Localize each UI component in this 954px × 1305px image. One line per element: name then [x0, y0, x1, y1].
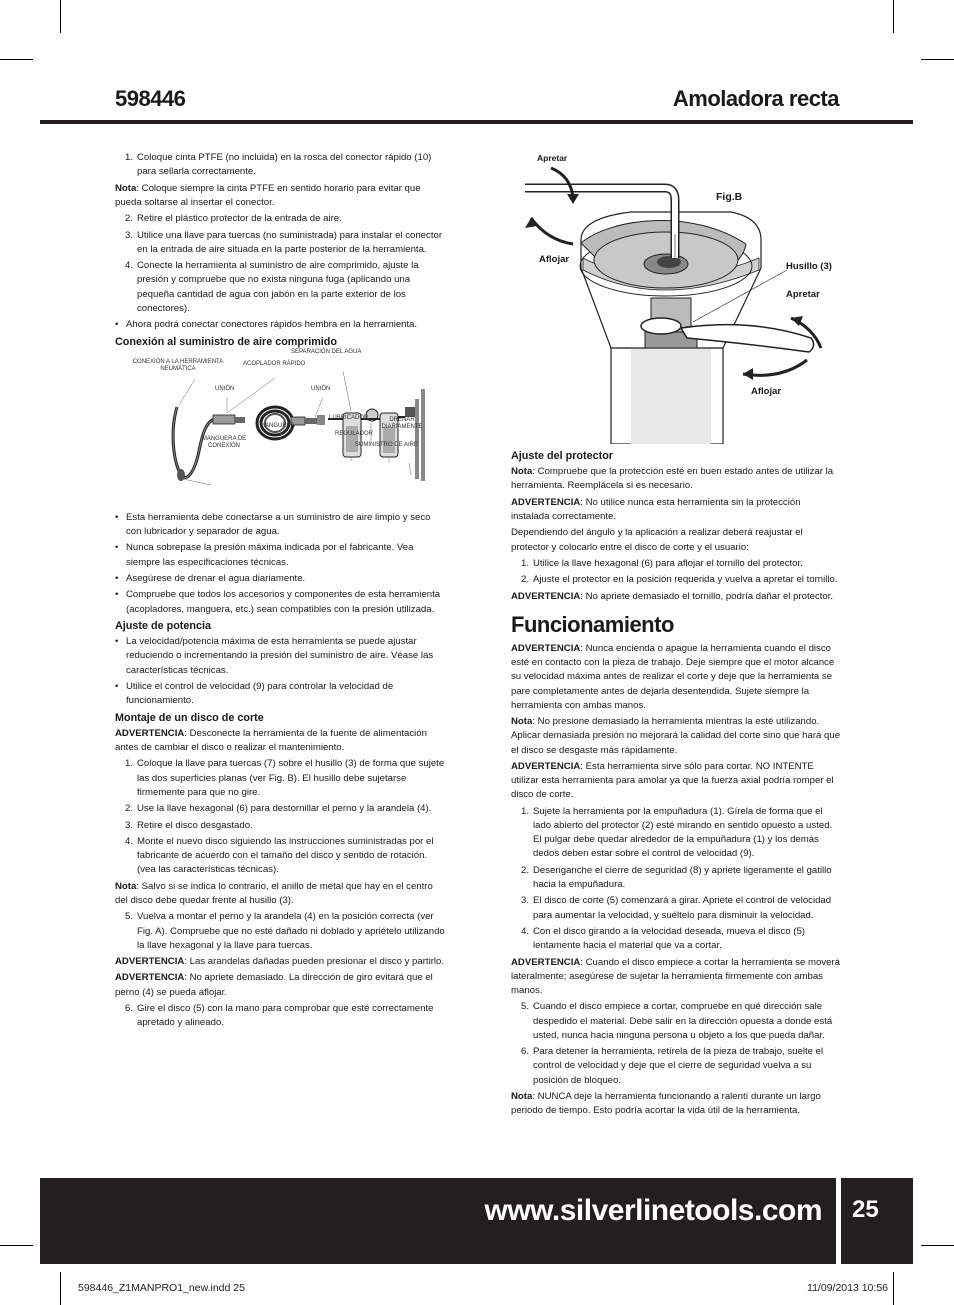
bullet: •	[115, 636, 119, 648]
step-text: Con el disco girando a la velocidad deseada, mueva el disco (5) lentamente hacia el material que va a cortar.	[533, 925, 805, 952]
step-number: 3.	[124, 229, 133, 241]
crop-mark	[921, 1245, 954, 1246]
label-connection-hose: MANGUERA DE CONEXIÓN	[201, 435, 247, 449]
step-text: Use la llave hexagonal (6) para destornillar el perno y la arandela (4).	[137, 803, 432, 815]
step-text: Retire el disco desgastado.	[137, 819, 253, 831]
crop-mark	[0, 1245, 33, 1246]
warning-text: : No utilice nunca esta herramienta sin la protección instalada correctamente.	[511, 496, 801, 522]
numbered-step	[115, 835, 445, 878]
tighten-arrow	[531, 218, 573, 244]
bullet-text: Utilice el control de velocidad (9) para controlar la velocidad de funcionamiento.	[126, 680, 394, 707]
page-title: Amoladora recta	[672, 86, 839, 111]
step-text: Utilice la llave hexagonal (6) para aflojar el tornillo del protector.	[533, 557, 803, 569]
step-text: Coloque la llave para tuercas (7) sobre el husillo (3) de forma que sujete las dos superficies planas (ver Fig. B). El husillo debe sujetarse firmemente para que no gire.	[137, 758, 445, 798]
numbered-step	[115, 757, 445, 800]
warning-label: ADVERTENCIA	[115, 972, 185, 984]
note-label: Nota	[511, 466, 533, 478]
step-text: Retire el plástico protector de la entrada de aire.	[137, 213, 342, 225]
warning	[511, 642, 841, 713]
bullet-item	[115, 572, 445, 586]
numbered-step	[511, 1045, 841, 1088]
figure-b	[511, 148, 841, 444]
website-link[interactable]: www.silverlinetools.com	[484, 1194, 822, 1227]
step-number: 4.	[124, 260, 133, 272]
section-heading-disc: Montaje de un disco de corte	[115, 711, 264, 724]
numbered-step	[511, 573, 841, 587]
section-heading-air: Conexión al suministro de aire comprimido	[115, 335, 337, 348]
crop-mark	[893, 0, 894, 33]
numbered-step	[115, 151, 445, 179]
note-text: : No presione demasiado la herramienta mientras la esté utilizando. Aplicar demasiada presión no mejorará la calidad del corte sino que hará que el disco se desgaste más rápidamente.	[511, 716, 841, 756]
warning-label: ADVERTENCIA	[115, 727, 185, 739]
bullet-text: Nunca sobrepase la presión máxima indicada por el fabricante. Vea siempre las especificaciones técnicas.	[126, 542, 414, 568]
crop-mark	[921, 59, 954, 60]
bullet: •	[115, 572, 119, 584]
left-column	[115, 151, 445, 1033]
numbered-step	[115, 819, 445, 833]
warning-text: : Cuando el disco empiece a cortar la herramienta se moverá lateralmente; asegúrese de sujetar la herramienta firmemente con ambas manos.	[511, 956, 840, 996]
footer-separator	[836, 1178, 841, 1264]
warning-text: : No apriete demasiado el tornillo, podría dañar el protector.	[580, 590, 834, 602]
warning-text: : Las arandelas dañadas pueden presionar el disco y partirlo.	[184, 956, 445, 968]
warning-text: : Desconecte la herramienta de la fuente de alimentación antes de cambiar el disco o realizar el mantenimiento.	[115, 727, 427, 753]
note	[115, 880, 445, 908]
bullet-text: Compruebe que todos los accesorios y componentes de esta herramienta (acopladores, manguera, etc.) sean compatibles con la presión utilizada.	[126, 589, 441, 615]
warning-text: : No apriete demasiado. La dirección de giro evitará que el perno (4) se pueda aflojar.	[115, 972, 433, 998]
product-code: 598446	[115, 86, 186, 111]
bullet: •	[115, 511, 119, 523]
paragraph: Dependiendo del ángulo y la aplicación a realizar deberá reajustar el protector y colocarlo entre el disco de corte y el usuario:	[511, 527, 803, 553]
step-text: Sujete la herramienta por la empuñadura (1). Gírela de forma que el lado abierto del protector (2) esté mirando en sentido opuesto a usted. El pulgar debe quedar alrededor de la empuñadura (1) y los demás dedos deben estar sobre el control de velocidad (9).	[533, 805, 833, 860]
label-hose: MANGUERA	[260, 422, 295, 429]
warning-label: ADVERTENCIA	[511, 590, 581, 602]
label-drain-daily: DRENAR DIARIAMENTE	[381, 416, 423, 430]
step-number: 5.	[520, 1001, 529, 1013]
section-heading-guard: Ajuste del protector	[511, 450, 613, 462]
warning	[115, 955, 445, 969]
label-loosen: Aflojar	[751, 386, 782, 397]
bullet-item	[115, 541, 445, 569]
label-quick-coupler: ACOPLADOR RÁPIDO	[243, 360, 306, 367]
bullet: •	[115, 542, 119, 554]
page-number: 25	[852, 1196, 879, 1223]
step-number: 2.	[520, 574, 529, 586]
note-label: Nota	[115, 880, 137, 892]
note	[115, 182, 445, 210]
crop-mark	[60, 1272, 61, 1305]
bullet-item	[115, 318, 445, 332]
figure-label: Fig.B	[716, 191, 743, 203]
step-text: Conecte la herramienta al suministro de aire comprimido, ajuste la presión y compruebe que no exista ninguna fuga (aplicando una pequeña cantidad de agua con jabón en la parte exterior de los conectores).	[137, 260, 419, 314]
numbered-step	[115, 1002, 445, 1030]
step-text: Gire el disco (5) con la mano para comprobar que esté correctamente apretado y alineado.	[137, 1003, 434, 1029]
warning	[511, 760, 841, 803]
step-text: Monte el nuevo disco siguiendo las instrucciones suministradas por el fabricante de acuerdo con el tamaño del disco y sentido de rotación. (vea las características técnicas).	[137, 835, 434, 876]
crop-mark	[893, 1272, 894, 1305]
bullet-item	[115, 511, 445, 539]
step-number: 2.	[124, 803, 133, 815]
numbered-step	[511, 557, 841, 571]
label-water-separation: SEPARACIÓN DEL AGUA	[291, 348, 362, 355]
note	[511, 465, 841, 493]
bullet-text: La velocidad/potencia máxima de esta herramienta se puede ajustar reduciendo o incrementando la presión del suministro de aire. Véase las características técnicas.	[126, 636, 434, 676]
warning-text: : Esta herramienta sirve sólo para cortar. NO INTENTE utilizar esta herramienta para amolar ya que la fuerza axial podría romper el disco de corte.	[511, 760, 834, 801]
numbered-step	[115, 910, 445, 953]
numbered-step	[511, 894, 841, 922]
step-number: 3.	[124, 819, 133, 831]
label-tighten: Apretar	[537, 153, 568, 163]
bullet-item	[115, 635, 445, 678]
note	[511, 1090, 841, 1118]
header-rule	[40, 120, 913, 124]
step-number: 5.	[124, 911, 133, 923]
label-lubricator: LUBRICADOR	[329, 414, 369, 421]
bullet-text: Esta herramienta debe conectarse a un suministro de aire limpio y seco con lubricador y separador de agua.	[126, 511, 431, 537]
warning	[511, 956, 841, 999]
step-text: Utilice una llave para tuercas (no suministrada) para instalar el conector en la entrada de aire situada en la parte posterior de la herramienta.	[137, 229, 443, 255]
step-number: 6.	[124, 1003, 133, 1015]
section-heading-power: Ajuste de potencia	[115, 619, 211, 632]
bullet-text: Ahora podrá conectar conectores rápidos hembra en la herramienta.	[126, 319, 418, 331]
section-title-operation: Funcionamiento	[511, 611, 674, 637]
note-text: : Salvo si se indica lo contrario, el anillo de metal que hay en el centro del disco debe quedar frente al husillo (3).	[115, 880, 433, 906]
step-text: El disco de corte (5) comenzará a girar. Apriete el control de velocidad para aumentar la velocidad, y suéltelo para disminuir la velocidad.	[533, 895, 832, 921]
note-text: : Compruebe que la protección esté en buen estado antes de utilizar la herramienta. Reemplácela si es necesario.	[511, 466, 834, 492]
label-tighten: Apretar	[786, 289, 820, 300]
warning	[115, 971, 445, 999]
warning-label: ADVERTENCIA	[511, 956, 581, 968]
crop-mark	[0, 59, 33, 60]
step-number: 2.	[124, 213, 133, 225]
numbered-step	[115, 259, 445, 316]
warning	[115, 727, 445, 755]
numbered-step	[511, 925, 841, 953]
label-loosen: Aflojar	[539, 254, 570, 265]
label-union: UNIÓN	[215, 385, 235, 392]
air-supply-diagram	[115, 348, 445, 511]
note-label: Nota	[511, 1090, 533, 1102]
bullet: •	[115, 680, 119, 692]
warning-label: ADVERTENCIA	[511, 642, 581, 654]
label-tool-connection: CONEXIÓN A LA HERRAMIENTA NEUMÁTICA	[132, 358, 224, 372]
step-text: Para detener la herramienta, retírela de la pieza de trabajo, suelte el control de velocidad y deje que el cierre de seguridad vuelva a su posición de bloqueo.	[533, 1046, 824, 1086]
step-number: 3.	[520, 895, 529, 907]
step-number: 1.	[520, 557, 529, 569]
slug-filename: 598446_Z1MANPRO1_new.indd 25	[78, 1282, 245, 1294]
label-air-supply: SUMINISTRO DE AIRE	[355, 441, 419, 448]
step-number: 1.	[124, 758, 133, 770]
right-column	[511, 447, 841, 1121]
warning	[511, 496, 841, 524]
step-number: 6.	[520, 1046, 529, 1058]
step-number: 2.	[520, 864, 529, 876]
note-label: Nota	[511, 716, 533, 728]
warning	[511, 590, 841, 604]
bullet: •	[115, 319, 119, 331]
numbered-step	[511, 1000, 841, 1043]
warning-label: ADVERTENCIA	[115, 956, 185, 968]
bullet-item	[115, 680, 445, 708]
step-number: 1.	[520, 805, 529, 817]
label-union: UNIÓN	[311, 385, 331, 392]
numbered-step	[115, 212, 445, 226]
numbered-step	[511, 864, 841, 892]
warning-label: ADVERTENCIA	[511, 760, 581, 772]
bullet-text: Asegúrese de drenar el agua diariamente.	[126, 572, 306, 584]
warning-label: ADVERTENCIA	[511, 496, 581, 508]
step-text: Desenganche el cierre de seguridad (8) y apriete ligeramente el gatillo hacia la empuñadura.	[533, 864, 832, 890]
bullet: •	[115, 589, 119, 601]
note-text: : Coloque siempre la cinta PTFE en sentido horario para evitar que pueda soltarse al insertar el conector.	[115, 182, 421, 208]
label-regulator: REGULADOR	[335, 430, 374, 437]
step-number: 4.	[124, 835, 133, 847]
step-text: Coloque cinta PTFE (no incluida) en la rosca del conector rápido (10) para sellarla correctamente.	[137, 152, 432, 178]
step-number: 4.	[520, 925, 529, 937]
numbered-step	[115, 229, 445, 257]
step-text: Vuelva a montar el perno y la arandela (4) en la posición correcta (ver Fig. A). Compruebe que no esté dañado ni doblado y apriételo utilizando la llave hexagonal y la llave para tuercas.	[137, 911, 445, 951]
slug-date: 11/09/2013 10:56	[807, 1282, 888, 1294]
air-supply-illustration	[115, 348, 445, 511]
step-number: 1.	[124, 152, 133, 163]
label-spindle: Husillo (3)	[786, 261, 832, 272]
step-text: Cuando el disco empiece a cortar, compruebe en qué dirección sale despedido el material. Debe salir en la dirección opuesta a donde está usted, nunca hacia ninguna persona u objeto a los que pueda dañar.	[533, 1001, 833, 1041]
crop-mark	[60, 0, 61, 33]
bullet-item	[115, 588, 445, 616]
warning-text: : Nunca encienda o apague la herramienta cuando el disco esté en contacto con la pieza de trabajo. Deje siempre que el motor alcance su velocidad máxima antes de realizar el corte y deje que la herramienta se pare completamente antes de dejarla desentendida. Sujete siempre la herramienta con ambas manos.	[511, 642, 835, 711]
note	[511, 715, 841, 758]
numbered-step	[115, 802, 445, 816]
numbered-step	[511, 805, 841, 862]
note-text: : NUNCA deje la herramienta funcionando a ralentí durante un largo periodo de tiempo. Esto podría acortar la vida útil de la herramienta.	[511, 1090, 821, 1117]
step-text: Ajuste el protector en la posición requerida y vuelva a apretar el tornillo.	[533, 574, 838, 586]
note-label: Nota	[115, 182, 137, 194]
